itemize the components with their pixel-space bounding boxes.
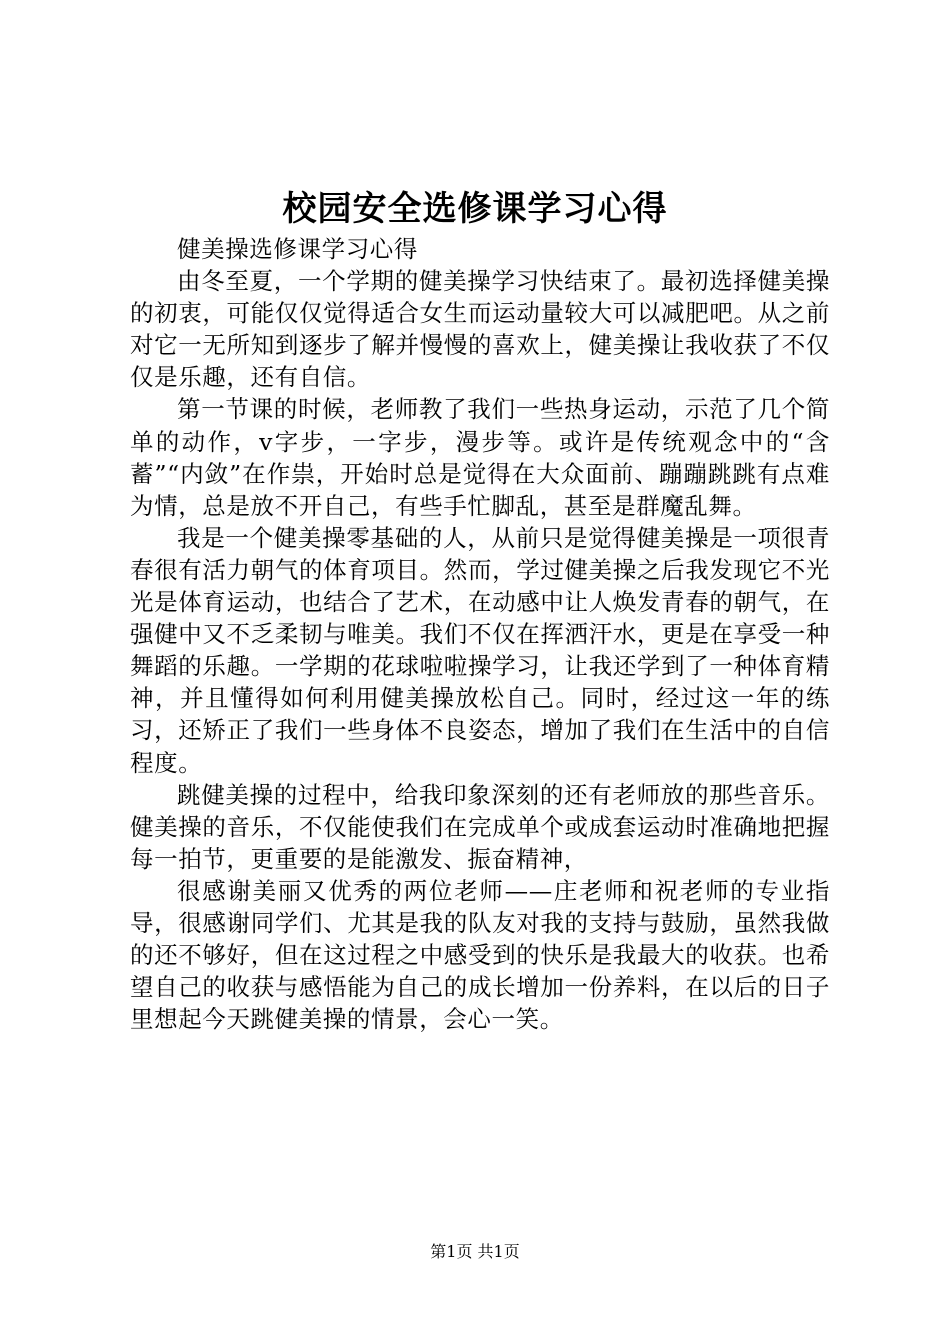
- paragraph: 由冬至夏，一个学期的健美操学习快结束了。最初选择健美操的初衷，可能仅仅觉得适合女生而运动量较大可以减肥吧。从之前对它一无所知到逐步了解并慢慢的喜欢上，健美操让我收获了不仅仅是乐趣，还有自信。: [130, 267, 830, 392]
- subtitle-line: 健美操选修课学习心得: [177, 235, 418, 263]
- document-title: 校园安全选修课学习心得: [282, 189, 668, 229]
- paragraph: 很感谢美丽又优秀的两位老师——庄老师和祝老师的专业指导，很感谢同学们、尤其是我的队友对我的支持与鼓励，虽然我做的还不够好，但在这过程之中感受到的快乐是我最大的收获。也希望自己的收获与感悟能为自己的成长增加一份养料，在以后的日子里想起今天跳健美操的情景，会心一笑。: [130, 876, 830, 1034]
- page-number-footer: 第1页 共1页: [430, 1242, 520, 1261]
- paragraph: 第一节课的时候，老师教了我们一些热身运动，示范了几个简单的动作，v字步，一字步，漫步等。或许是传统观念中的“含蓄”“内敛”在作祟，开始时总是觉得在大众面前、蹦蹦跳跳有点难为情，总是放不开自己，有些手忙脚乱，甚至是群魔乱舞。: [130, 395, 830, 520]
- document-body: [130, 233, 830, 1035]
- paragraph: 我是一个健美操零基础的人，从前只是觉得健美操是一项很青春很有活力朝气的体育项目。然而，学过健美操之后我发现它不光光是体育运动，也结合了艺术，在动感中让人焕发青春的朝气，在强健中又不乏柔韧与唯美。我们不仅在挥洒汗水，更是在享受一种舞蹈的乐趣。一学期的花球啦啦操学习，让我还学到了一种体育精神，并且懂得如何利用健美操放松自己。同时，经过这一年的练习，还矫正了我们一些身体不良姿态，增加了我们在生活中的自信程度。: [130, 523, 830, 777]
- paragraph: 跳健美操的过程中，给我印象深刻的还有老师放的那些音乐。健美操的音乐，不仅能使我们在完成单个或成套运动时准确地把握每一拍节，更重要的是能激发、振奋精神，: [130, 780, 830, 873]
